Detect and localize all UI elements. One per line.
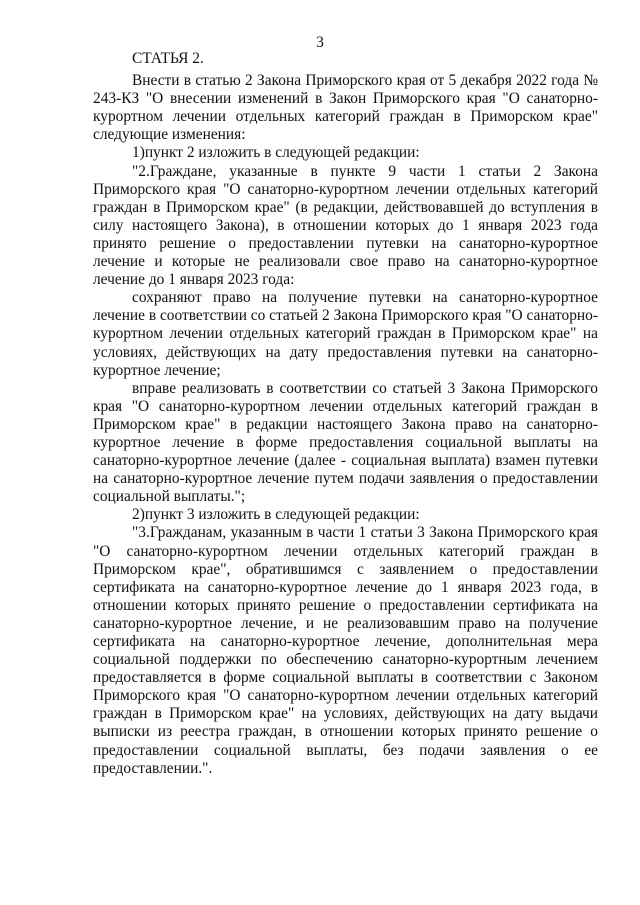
paragraph-quote-3: "3.Гражданам, указанным в части 1 статьи 3 Закона Приморского края "О санаторно-курортном лечении отдельных категорий граждан в Приморском крае", обратившимся с заявлением о предоставлении сертификата на санаторно-курортное лечение до 1 января 2023 года, в отношении которых принято решение о предоставлении сертификата на санаторно-курортное лечение, и не реализовавшим право на получение сертификата на санаторно-курортное лечение, дополнительная мера социальной поддержки по обеспечению санаторно-курортным лечением предоставляется в форме социальной выплаты в соответствии с Законом Приморского края "О санаторно-курортном лечении отдельных категорий граждан в Приморском крае" на условиях, действующих на дату выдачи выписки из реестра граждан, в отношении которых принято решение о предоставлении социальной выплаты, без подачи заявления о ее предоставлении.".: [93, 524, 598, 777]
paragraph-item-2: 2)пункт 3 изложить в следующей редакции:: [132, 506, 420, 524]
paragraph-quote-2: "2.Граждане, указанные в пункте 9 части 1 статьи 2 Закона Приморского края "О санаторно-курортном лечении отдельных категорий граждан в Приморском крае" (в редакции, действовавшей до вступления в силу настоящего Закона), в отношении которых до 1 января 2023 года принято решение о предоставлении путевки на санаторно-курортное лечение и которые не реализовали свое право на санаторно-курортное лечение до 1 января 2023 года:: [93, 162, 598, 289]
paragraph-may-exercise: вправе реализовать в соответствии со статьей 3 Закона Приморского края "О санаторно-курортном лечении отдельных категорий граждан в Приморском крае" в редакции настоящего Закона право на санаторно-курортное лечение в форме предоставления социальной выплаты на санаторно-курортное лечение (далее - социальная выплата) взамен путевки на санаторно-курортное лечение путем подачи заявления о предоставлении социальной выплаты.";: [93, 379, 598, 506]
paragraph-retain-right: сохраняют право на получение путевки на санаторно-курортное лечение в соответствии со статьей 2 Закона Приморского края "О санаторно-курортном лечении отдельных категорий граждан в Приморском крае" на условиях, действующих на дату предоставления путевки на санаторно-курортное лечение;: [93, 289, 598, 379]
paragraph-intro: Внести в статью 2 Закона Приморского края от 5 декабря 2022 года № 243-КЗ "О внесении изменений в Закон Приморского края "О санаторно-курортном лечении отдельных категорий граждан в Приморском крае" следующие изменения:: [93, 72, 598, 144]
page-number: 3: [316, 34, 324, 51]
article-body: [93, 50, 598, 778]
paragraph-item-1: 1)пункт 2 изложить в следующей редакции:: [132, 144, 420, 162]
article-heading: СТАТЬЯ 2.: [132, 50, 204, 67]
